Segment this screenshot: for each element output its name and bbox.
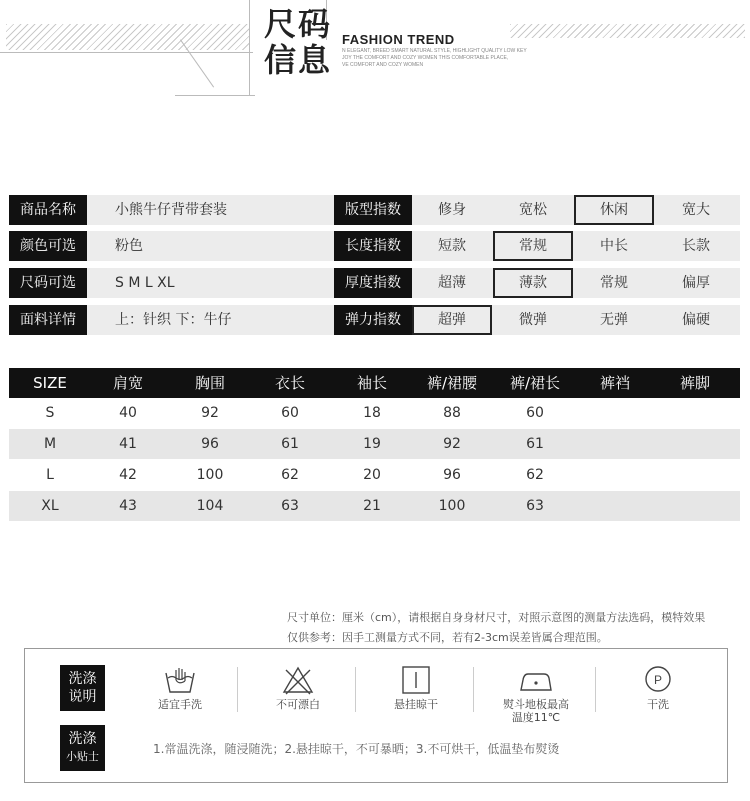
wash-item-label: 干洗 [647, 698, 669, 711]
wash-tips-text: 1.常温洗涤，随浸随洗；2.悬挂晾干，不可暴晒；3.不可烘干，低温垫布熨烫 [153, 742, 560, 756]
wash-item [135, 664, 225, 711]
size-table-header [9, 368, 740, 398]
spec-label: 版型指数 [334, 195, 412, 225]
info-label: 尺码可选 [9, 268, 87, 298]
table-cell: 60 [526, 405, 544, 421]
spec-option-selected: 薄款 [493, 268, 573, 298]
spec-option: 无弹 [600, 312, 628, 328]
measurement-note: 仅供参考：因手工测量方式不同，若有2-3cm误差皆属合理范围。 [287, 631, 608, 644]
table-cell: 19 [363, 436, 381, 452]
spec-option: 微弹 [519, 312, 547, 328]
spec-option: 偏厚 [682, 275, 710, 291]
page-title-en: FASHION TREND [342, 32, 455, 47]
table-cell: S [45, 405, 55, 421]
spec-label: 厚度指数 [334, 268, 412, 298]
spec-option-selected: 超弹 [412, 305, 492, 335]
wash-item [371, 664, 461, 711]
divider [355, 667, 356, 712]
divider [237, 667, 238, 712]
table-cell: 61 [526, 436, 544, 452]
tag-line: 说明 [68, 689, 97, 705]
tag-line: 小贴士 [66, 750, 99, 763]
page-title-line1: 尺码 [264, 5, 333, 43]
wash-item [253, 664, 343, 711]
tag-line: 洗涤 [68, 671, 97, 687]
table-cell: 100 [438, 498, 466, 514]
info-label: 商品名称 [9, 195, 87, 225]
hatch-decoration-left [6, 24, 250, 50]
column-header: 衣长 [274, 374, 305, 392]
hand-wash-icon [162, 664, 198, 696]
wash-item-label: 温度11℃ [511, 711, 561, 724]
table-cell: 100 [196, 467, 224, 483]
table-cell: XL [41, 498, 59, 514]
column-header: 裤/裙腰 [426, 374, 478, 392]
subtitle-line: JOY THE COMFORT AND COZY WOMEN THIS COMFORTABLE PLACE, [342, 55, 509, 61]
iron-icon [518, 664, 554, 696]
column-header: 肩宽 [112, 374, 143, 392]
table-cell: L [46, 467, 54, 483]
svg-text:P: P [653, 673, 663, 687]
info-label: 面料详情 [9, 305, 87, 335]
header [0, 0, 750, 130]
spec-option: 短款 [438, 238, 466, 254]
wash-item-label: 不可漂白 [276, 698, 320, 711]
table-cell: 63 [526, 498, 544, 514]
column-header: 袖长 [356, 374, 387, 392]
table-cell: 92 [201, 405, 219, 421]
table-cell: M [43, 436, 57, 452]
wash-tips-tag [60, 725, 105, 771]
table-cell: 92 [443, 436, 461, 452]
table-cell: 43 [119, 498, 137, 514]
table-cell: 96 [201, 436, 219, 452]
table-cell: 88 [443, 405, 461, 421]
page-title-line2: 信息 [264, 41, 333, 79]
column-header: 裤/裙长 [509, 374, 561, 392]
divider [595, 667, 596, 712]
wash-item [613, 664, 703, 711]
column-header: 裤裆 [599, 374, 630, 392]
divider [473, 667, 474, 712]
table-row [9, 398, 740, 428]
spec-option: 常规 [600, 275, 628, 291]
page-title [264, 6, 336, 78]
table-cell: 40 [119, 405, 137, 421]
table-cell: 104 [196, 498, 224, 514]
spec-option: 长款 [682, 238, 710, 254]
hatch-decoration-right [510, 24, 745, 38]
subtitle-line: N ELEGANT, BREED SMART NATURAL STYLE, HIGHLIGHT QUALITY LOW KEY [342, 48, 527, 54]
info-row [9, 231, 740, 261]
no-bleach-icon [280, 664, 316, 696]
info-value: 小熊牛仔背带套装 [115, 202, 227, 218]
spec-option: 中长 [600, 238, 628, 254]
spec-option: 宽大 [682, 202, 710, 218]
wash-item-label: 适宜手洗 [158, 698, 202, 711]
info-value: 上：针织 下：牛仔 [115, 312, 232, 328]
page-subtitle [342, 48, 552, 69]
info-value: S M L XL [115, 275, 175, 291]
info-row [9, 268, 740, 298]
divider-line [249, 0, 250, 95]
wash-instructions-box [24, 648, 728, 783]
table-cell: 21 [363, 498, 381, 514]
table-cell: 62 [526, 467, 544, 483]
dry-clean-icon [640, 664, 676, 696]
spec-option: 偏硬 [682, 312, 710, 328]
hang-dry-icon [398, 664, 434, 696]
column-header: 裤脚 [679, 374, 710, 392]
measurement-note: 尺寸单位：厘米（cm），请根据自身身材尺寸，对照示意图的测量方法选码，模特效果 [287, 611, 706, 624]
table-cell: 61 [281, 436, 299, 452]
table-row [9, 429, 740, 459]
tag-line: 洗涤 [68, 731, 97, 747]
spec-label: 长度指数 [334, 231, 412, 261]
spec-option: 宽松 [519, 202, 547, 218]
table-row [9, 491, 740, 521]
table-cell: 96 [443, 467, 461, 483]
spec-option-selected: 休闲 [574, 195, 654, 225]
table-cell: 20 [363, 467, 381, 483]
table-cell: 60 [281, 405, 299, 421]
column-header: 胸围 [194, 374, 225, 392]
table-row [9, 460, 740, 490]
table-cell: 62 [281, 467, 299, 483]
spec-option-selected: 常规 [493, 231, 573, 261]
spec-option: 修身 [438, 202, 466, 218]
wash-instructions-tag [60, 665, 105, 711]
info-row [9, 305, 740, 335]
subtitle-line: VE COMFORT AND COZY WOMEN [342, 62, 424, 68]
divider-line [0, 52, 253, 53]
info-label: 颜色可选 [9, 231, 87, 261]
wash-item-label: 熨斗地板最高 [503, 698, 569, 711]
info-value: 粉色 [115, 238, 143, 254]
wash-item [491, 664, 581, 724]
divider-line [175, 95, 255, 96]
column-header: SIZE [33, 374, 67, 392]
info-row [9, 195, 740, 225]
table-cell: 18 [363, 405, 381, 421]
spec-label: 弹力指数 [334, 305, 412, 335]
spec-option: 超薄 [438, 275, 466, 291]
table-cell: 63 [281, 498, 299, 514]
table-cell: 41 [119, 436, 137, 452]
wash-item-label: 悬挂晾干 [394, 698, 438, 711]
table-cell: 42 [119, 467, 137, 483]
